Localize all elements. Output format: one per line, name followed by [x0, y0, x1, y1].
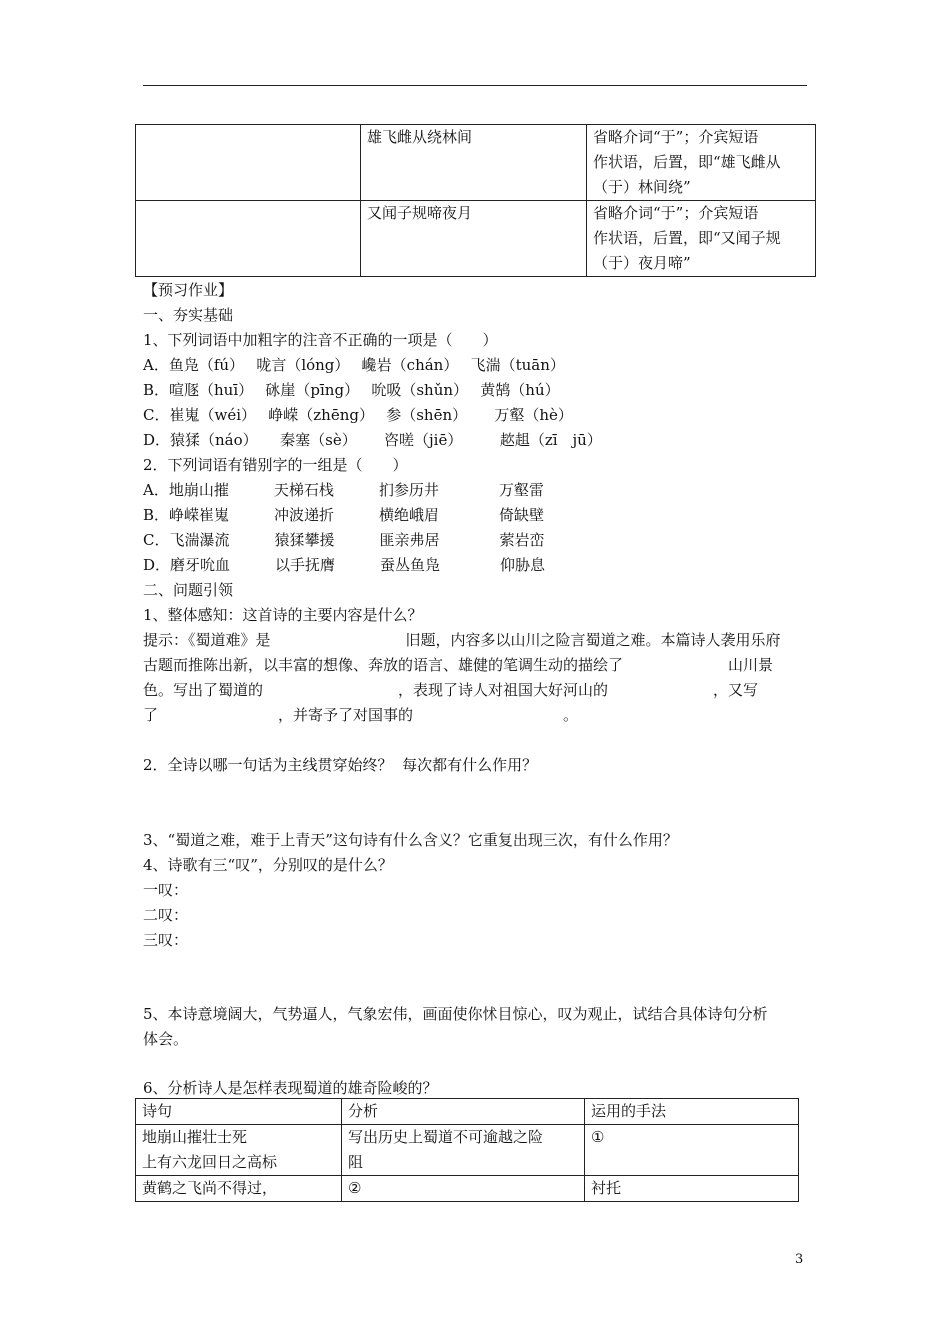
table-row [136, 201, 816, 277]
q1-option: B．喧豗（huī） 砯崖（pīng） 吮吸（shǔn） 黄鹄（hú） [143, 381, 560, 399]
q2-option: B．峥嵘崔嵬 冲波递折 横绝峨眉 倚缺壁 [143, 506, 545, 524]
table-row [136, 125, 816, 201]
table-header-row [136, 1099, 799, 1125]
hint-line: 提示：《蜀道难》是 旧题，内容多以山川之险言蜀道之难。本篇诗人袭用乐府 [143, 631, 781, 649]
hint-line: 古题而推陈出新，以丰富的想像、奔放的语言、雄健的笔调生动的描绘了 山川景 [143, 656, 774, 674]
q1-option: A．鱼凫（fú） 咙言（lóng） 巉岩（chán） 飞湍（tuān） [143, 356, 565, 374]
header-rule [143, 85, 807, 86]
q2-stem: 2．下列词语有错别字的一组是（ ） [143, 456, 408, 474]
table-header: 诗句 [136, 1099, 342, 1125]
analysis-table [135, 1098, 799, 1202]
table-row [136, 1125, 799, 1176]
sigh-1: 一叹： [143, 881, 189, 899]
q8-text: 6、分析诗人是怎样表现蜀道的雄奇险峻的？ [143, 1079, 438, 1097]
q2-option: D．磨牙吮血 以手抚膺 蚕丛鱼凫 仰胁息 [143, 556, 546, 574]
table-cell: ② [342, 1176, 585, 1202]
part2-title: 二、问题引领 [143, 581, 234, 599]
q1-stem: 1、下列词语中加粗字的注音不正确的一项是（ ） [143, 331, 498, 349]
q1-option: C．崔嵬（wéi） 峥嵘（zhēng） 参（shēn） 万壑（hè） [143, 406, 573, 424]
hint-line: 色。写出了蜀道的 ，表现了诗人对祖国大好河山的 ，又写 [143, 681, 759, 699]
q2-option: C．飞湍瀑流 猿猱攀援 匪亲弗居 萦岩峦 [143, 531, 545, 549]
table-cell: ① [585, 1125, 799, 1176]
table-cell: 又闻子规啼夜月 [361, 201, 587, 277]
table-header: 运用的手法 [585, 1099, 799, 1125]
q1-option: D．猿猱（náo） 秦塞（sè） 咨嗟（jiē） 趑趄（zī jū） [143, 431, 602, 449]
table-cell: 地崩山摧壮士死 上有六龙回日之高标 [136, 1125, 342, 1176]
sigh-3: 三叹： [143, 931, 189, 949]
q7-text: 5、本诗意境阔大，气势逼人，气象宏伟，画面使你怵目惊心，叹为观止，试结合具体诗句分析 [143, 1005, 768, 1023]
q2-option: A．地崩山摧 天梯石栈 扪参历井 万壑雷 [143, 481, 544, 499]
section-title: 【预习作业】 [143, 281, 234, 299]
q3-title: 1、整体感知：这首诗的主要内容是什么？ [143, 606, 423, 624]
sigh-2: 二叹： [143, 906, 189, 924]
top-table [135, 124, 816, 277]
table-header: 分析 [342, 1099, 585, 1125]
part1-title: 一、夯实基础 [143, 306, 234, 324]
q7-text: 体会。 [143, 1030, 189, 1048]
table-cell: 省略介词“于”；介宾短语 作状语，后置，即“又闻子规 （于）夜月啼” [587, 201, 816, 277]
table-row [136, 1176, 799, 1202]
table-cell: 写出历史上蜀道不可逾越之险 阻 [342, 1125, 585, 1176]
q5-text: 3、“蜀道之难，难于上青天”这句诗有什么含义？它重复出现三次，有什么作用？ [143, 831, 678, 849]
table-cell: 黄鹤之飞尚不得过， [136, 1176, 342, 1202]
q4-text: 2．全诗以哪一句话为主线贯穿始终？ 每次都有什么作用？ [143, 756, 538, 774]
page-number: 3 [795, 1252, 804, 1267]
table-cell: 省略介词“于”；介宾短语 作状语，后置，即“雄飞雌从 （于）林间绕” [587, 125, 816, 201]
table-cell: 衬托 [585, 1176, 799, 1202]
q6-text: 4、诗歌有三“叹”，分别叹的是什么？ [143, 856, 393, 874]
hint-line: 了 ，并寄予了对国事的 。 [143, 706, 579, 724]
table-cell: 雄飞雌从绕林间 [361, 125, 587, 201]
